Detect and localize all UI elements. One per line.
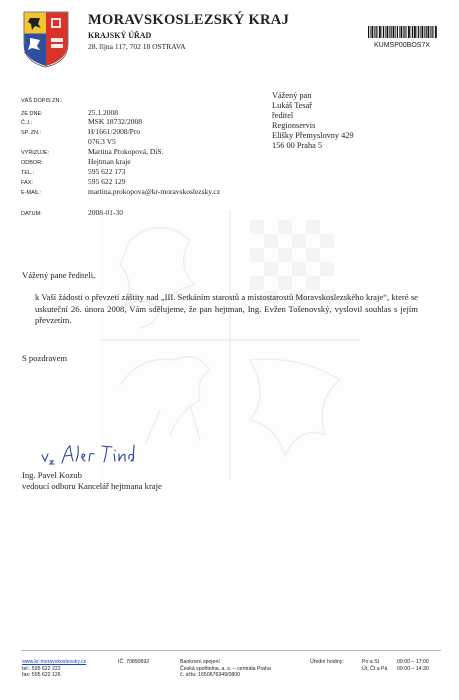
ref-value: Martina Prokopová, DiS.	[88, 147, 164, 156]
ref-label: DATUM:	[21, 211, 42, 217]
ref-value: H/1661/2008/Pro	[88, 127, 141, 136]
bank-name: Česká spořitelna, a. s. – centrála Praha	[180, 665, 271, 672]
barcode-icon	[368, 26, 438, 38]
footer-fax: fax: 595 622 126	[22, 672, 61, 679]
date-value: 2008-01-30	[88, 208, 123, 217]
office-address: 28. října 117, 702 18 OSTRAVA	[88, 42, 186, 51]
ref-value: 595 622 173	[88, 167, 126, 176]
hours-label: Úřední hodiny:	[310, 659, 344, 665]
hours-time: 09:00 – 14:30	[397, 665, 429, 672]
signer-name: Ing. Pavel Kozub	[22, 470, 82, 480]
recipient-position: ředitel	[272, 111, 294, 120]
recipient-street: Elišky Přemyslovny 429	[272, 131, 354, 140]
footer-ic: IČ: 70890692	[118, 659, 150, 665]
ref-label: SP. ZN.:	[21, 130, 42, 136]
bank-account: č. účtu: 1650676349/0800	[180, 672, 240, 679]
ref-label: FAX:	[21, 180, 33, 186]
coat-of-arms-icon	[22, 10, 70, 68]
document-code: KUMSP00BOS7X	[374, 42, 431, 49]
ref-label: VYŘIZUJE:	[21, 150, 50, 156]
letter-closing: S pozdravem	[22, 353, 68, 363]
footer-divider	[21, 650, 441, 651]
hours-day: Po a St	[362, 659, 380, 665]
footer-bank	[180, 659, 271, 679]
ref-label: ZE DNE:	[21, 111, 43, 117]
coat-of-arms-watermark-icon	[100, 210, 360, 480]
ref-label: VÁŠ DOPIS ZN.:	[21, 98, 63, 104]
ref-label: TEL.:	[21, 170, 35, 176]
ref-label: Č.J.:	[21, 120, 33, 126]
signer-block	[22, 470, 162, 492]
organization-name: MORAVSKOSLEZSKÝ KRAJ	[88, 12, 290, 28]
recipient-city: 156 00 Praha 5	[272, 141, 323, 150]
ref-value: 25.1.2008	[88, 108, 118, 117]
office-hours	[362, 659, 429, 672]
letter-paragraph: k Vaší žádosti o převzetí záštity nad „III. Setkáním starostů a místostarostů Moravskoslezského kraje“, které se uskuteční 26. února 2008, Vám sdělujeme, že pan hejtman, Ing. Evžen Tošenovský, vyslovil souhlas s jejím převzetím.	[35, 292, 418, 325]
ref-value: 595 622 129	[88, 177, 126, 186]
office-name: KRAJSKÝ ÚŘAD	[88, 31, 152, 40]
footer-tel: tel.: 595 622 222	[22, 665, 61, 672]
recipient-company: Regionservis	[272, 121, 316, 130]
ref-label: E-MAIL:	[21, 190, 41, 196]
ref-value: 076.3 V5	[88, 137, 116, 146]
signer-title: vedoucí odboru Kancelář hejtmana kraje	[22, 481, 162, 491]
hours-time: 09:00 – 17:00	[397, 659, 429, 665]
recipient-salutation: Vážený pan	[272, 91, 312, 100]
ref-value: Hejtman kraje	[88, 157, 131, 166]
hours-day: Út, Čt a Pá	[362, 665, 388, 672]
ref-value: MSK 18732/2008	[88, 117, 142, 126]
bank-label: Bankovní spojení	[180, 659, 220, 665]
letter-salutation: Vážený pane řediteli,	[22, 270, 96, 280]
recipient-address	[272, 91, 354, 151]
website-link[interactable]: www.kr-moravskoslezsky.cz	[22, 659, 87, 665]
handwritten-signature	[40, 441, 140, 467]
ref-label: ODBOR:	[21, 160, 43, 166]
email-value: martina.prokopova@kr-moravskoslezsky.cz	[88, 187, 221, 196]
footer-contacts	[22, 659, 86, 679]
recipient-name: Lukáš Tesař	[272, 101, 313, 110]
